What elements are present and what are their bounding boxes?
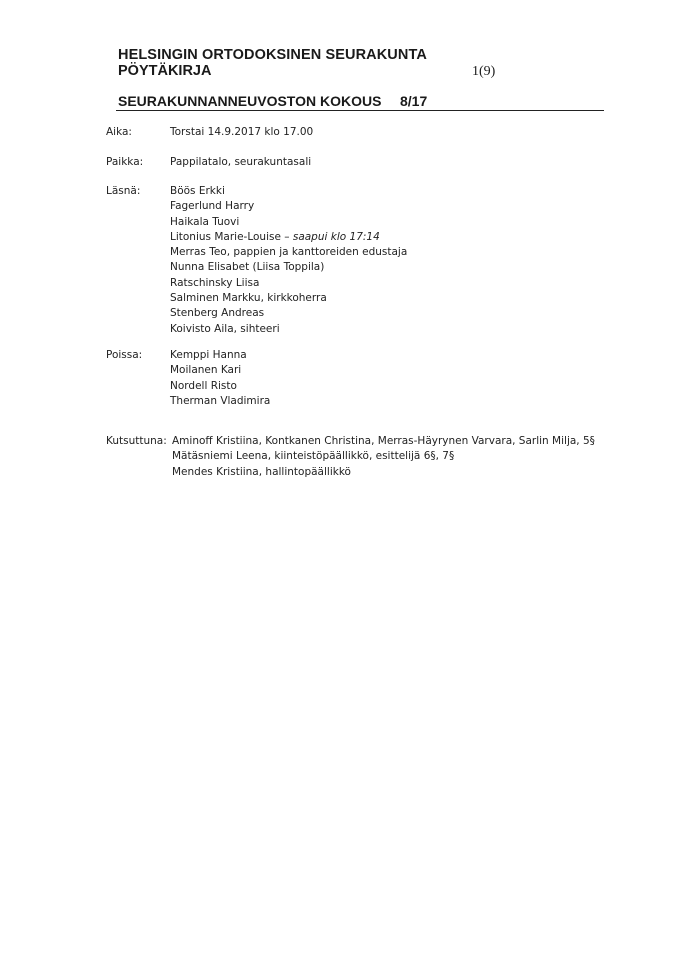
meeting-number: 8/17 bbox=[400, 93, 428, 109]
absent-label: Poissa: bbox=[106, 349, 143, 361]
list-item: Moilanen Kari bbox=[170, 364, 242, 377]
arrival-note: saapui klo 17:14 bbox=[292, 230, 380, 243]
list-item: Salminen Markku, kirkkoherra bbox=[170, 292, 327, 305]
list-item: Therman Vladimira bbox=[170, 394, 271, 407]
attendee-name: Litonius Marie-Louise – bbox=[170, 230, 290, 243]
time-label: Aika: bbox=[106, 126, 132, 138]
invited-list bbox=[172, 434, 595, 480]
place-label: Paikka: bbox=[106, 156, 144, 168]
list-item: Ratschinsky Liisa bbox=[170, 276, 260, 289]
present-label: Läsnä: bbox=[106, 185, 141, 197]
list-item: Mätäsniemi Leena, kiinteistöpäällikkö, esittelijä 6§, 7§ bbox=[172, 450, 455, 463]
present-list bbox=[170, 184, 407, 337]
list-item: Merras Teo, pappien ja kanttoreiden edustaja bbox=[170, 246, 408, 259]
document-type: PÖYTÄKIRJA bbox=[118, 63, 212, 79]
organization-name: HELSINGIN ORTODOKSINEN SEURAKUNTA bbox=[118, 47, 427, 63]
meeting-title: SEURAKUNNANNEUVOSTON KOKOUS bbox=[118, 93, 382, 109]
list-item: Nunna Elisabet (Liisa Toppila) bbox=[170, 261, 325, 274]
time-value: Torstai 14.9.2017 klo 17.00 bbox=[170, 126, 314, 138]
list-item bbox=[170, 230, 407, 245]
absent-list bbox=[170, 348, 270, 409]
header-divider bbox=[116, 110, 604, 111]
page-number: 1(9) bbox=[472, 64, 496, 79]
list-item: Nordell Risto bbox=[170, 379, 237, 392]
list-item: Aminoff Kristiina, Kontkanen Christina, Merras-Häyrynen Varvara, Sarlin Milja, 5§ bbox=[172, 435, 595, 447]
list-item: Fagerlund Harry bbox=[170, 200, 255, 213]
invited-label: Kutsuttuna: bbox=[106, 435, 167, 447]
place-value: Pappilatalo, seurakuntasali bbox=[170, 156, 312, 168]
list-item: Stenberg Andreas bbox=[170, 307, 265, 320]
list-item: Böös Erkki bbox=[170, 185, 225, 197]
list-item: Koivisto Aila, sihteeri bbox=[170, 322, 280, 335]
list-item: Haikala Tuovi bbox=[170, 215, 240, 228]
list-item: Kemppi Hanna bbox=[170, 349, 247, 361]
list-item: Mendes Kristiina, hallintopäällikkö bbox=[172, 465, 351, 478]
